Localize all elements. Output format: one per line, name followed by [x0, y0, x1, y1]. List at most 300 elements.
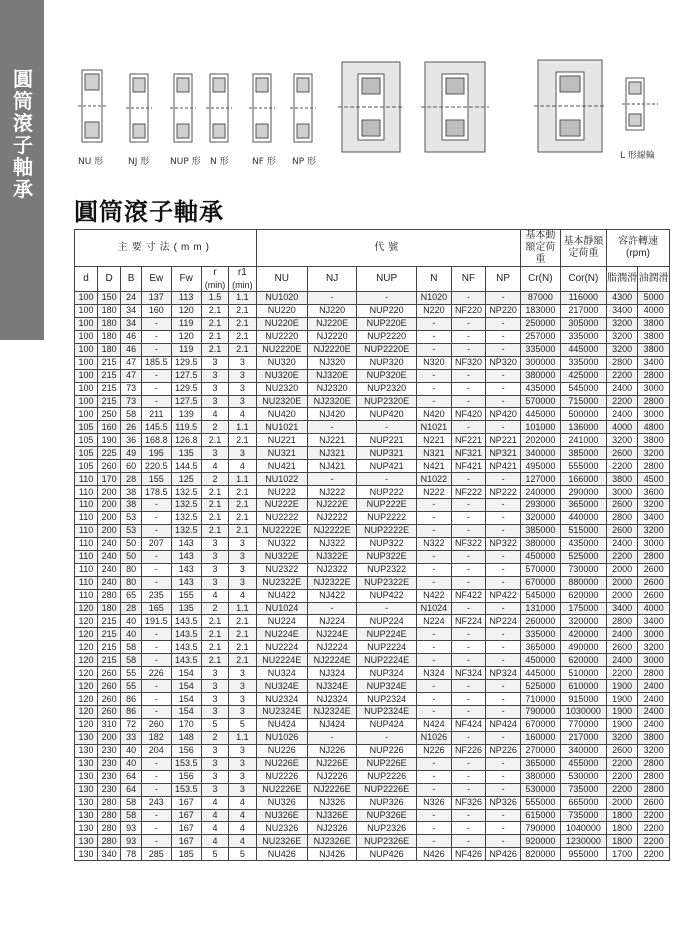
table-cell: 4000 — [638, 304, 670, 317]
table-cell: - — [451, 550, 486, 563]
table-cell: NU2224E — [256, 654, 307, 667]
table-cell: NP426 — [486, 848, 521, 861]
table-cell: 215 — [98, 382, 121, 395]
table-cell: 230 — [98, 744, 121, 757]
table-cell: - — [486, 835, 521, 848]
table-cell: 26 — [121, 421, 142, 434]
table-cell: - — [307, 473, 356, 486]
table-cell: NP222 — [486, 486, 521, 499]
table-row — [75, 524, 670, 537]
table-cell: 116000 — [560, 292, 606, 305]
table-cell: 285 — [142, 848, 171, 861]
table-cell: 132.5 — [171, 499, 201, 512]
table-cell: 610000 — [560, 680, 606, 693]
table-cell: NJ326E — [307, 809, 356, 822]
table-cell: - — [417, 641, 452, 654]
table-cell: - — [486, 770, 521, 783]
table-cell: 4 — [229, 835, 256, 848]
table-cell: 145.5 — [142, 421, 171, 434]
table-cell: - — [451, 499, 486, 512]
np-type-label: NP 形 — [292, 157, 317, 167]
table-cell: 150 — [98, 292, 121, 305]
table-cell: 113 — [171, 292, 201, 305]
table-cell: - — [451, 693, 486, 706]
table-cell: NJ2322 — [307, 563, 356, 576]
table-cell: 144.5 — [171, 460, 201, 473]
table-cell: 132.5 — [171, 486, 201, 499]
table-cell: - — [451, 292, 486, 305]
table-cell: NU1026 — [256, 731, 307, 744]
table-cell: 143 — [171, 537, 201, 550]
table-cell: 153.5 — [171, 783, 201, 796]
table-cell: 440000 — [560, 511, 606, 524]
table-cell: NP322 — [486, 537, 521, 550]
table-cell: NU2220E — [256, 343, 307, 356]
table-cell: NUP220 — [357, 304, 417, 317]
table-cell: 3000 — [606, 486, 637, 499]
table-row — [75, 602, 670, 615]
table-cell: NU421 — [256, 460, 307, 473]
table-cell: 136000 — [560, 421, 606, 434]
table-cell: NU2322 — [256, 563, 307, 576]
table-row — [75, 641, 670, 654]
col-d: d — [75, 267, 98, 292]
table-cell: 340000 — [560, 744, 606, 757]
table-cell: 53 — [121, 524, 142, 537]
table-cell: 4 — [229, 809, 256, 822]
table-cell: 120 — [75, 706, 98, 719]
table-cell: 515000 — [560, 524, 606, 537]
table-row — [75, 589, 670, 602]
table-cell: 129.5 — [171, 382, 201, 395]
page-title: 圓筒滾子軸承 — [74, 198, 224, 226]
table-cell: 3800 — [638, 434, 670, 447]
table-cell: - — [486, 757, 521, 770]
table-cell: 47 — [121, 369, 142, 382]
table-cell: 2600 — [638, 589, 670, 602]
table-cell: 920000 — [520, 835, 560, 848]
table-cell: NF420 — [451, 408, 486, 421]
table-cell: - — [142, 563, 171, 576]
table-cell: 130 — [75, 757, 98, 770]
table-cell: 5000 — [638, 292, 670, 305]
table-row — [75, 667, 670, 680]
table-cell: 46 — [121, 343, 142, 356]
table-cell: 100 — [75, 292, 98, 305]
table-cell: 620000 — [560, 654, 606, 667]
table-cell: 28 — [121, 602, 142, 615]
table-cell: NU226E — [256, 757, 307, 770]
table-cell: NUP2220E — [357, 343, 417, 356]
l-ring-icon — [622, 78, 658, 130]
table-cell: 1.1 — [229, 292, 256, 305]
table-cell: 100 — [75, 408, 98, 421]
table-cell: NU324 — [256, 667, 307, 680]
table-cell: 2200 — [606, 550, 637, 563]
chapter-title-char: 承 — [13, 177, 33, 201]
col-N: N — [417, 267, 452, 292]
table-cell: 4 — [201, 796, 228, 809]
table-cell: - — [486, 473, 521, 486]
table-cell: - — [451, 731, 486, 744]
table-cell: 130 — [75, 835, 98, 848]
table-cell: 110 — [75, 486, 98, 499]
table-cell: 58 — [121, 641, 142, 654]
table-cell: NU326 — [256, 796, 307, 809]
table-cell: NU324E — [256, 680, 307, 693]
table-cell: 4 — [201, 589, 228, 602]
table-cell: - — [417, 330, 452, 343]
col-r1-min: (min) — [232, 280, 253, 290]
table-cell: 240000 — [520, 486, 560, 499]
table-cell: 2200 — [638, 809, 670, 822]
table-row — [75, 693, 670, 706]
table-cell: 131000 — [520, 602, 560, 615]
table-cell: NU2226 — [256, 770, 307, 783]
table-cell: 5 — [229, 848, 256, 861]
table-cell: 127.5 — [171, 369, 201, 382]
table-cell: - — [417, 576, 452, 589]
table-cell: - — [417, 550, 452, 563]
table-cell: 530000 — [520, 783, 560, 796]
table-cell: NU424 — [256, 718, 307, 731]
table-cell: 2.1 — [201, 317, 228, 330]
table-cell: 100 — [75, 343, 98, 356]
table-cell: 240 — [98, 537, 121, 550]
table-cell: 110 — [75, 563, 98, 576]
table-cell: 3 — [201, 706, 228, 719]
table-cell: - — [451, 783, 486, 796]
table-cell: 2.1 — [201, 330, 228, 343]
chapter-title-char: 軸 — [13, 155, 33, 179]
table-cell: 820000 — [520, 848, 560, 861]
table-cell: 2400 — [606, 408, 637, 421]
table-cell: NF320 — [451, 356, 486, 369]
table-cell: - — [142, 576, 171, 589]
table-cell: 40 — [121, 615, 142, 628]
table-cell: NJ2224E — [307, 654, 356, 667]
col-D: D — [98, 267, 121, 292]
table-row — [75, 809, 670, 822]
mounting-1-icon — [338, 62, 404, 152]
table-row — [75, 395, 670, 408]
np-bearing-icon — [290, 74, 316, 142]
table-cell: 2600 — [638, 576, 670, 589]
table-cell: 126.8 — [171, 434, 201, 447]
table-row — [75, 550, 670, 563]
table-cell: 420000 — [560, 628, 606, 641]
table-cell: 3200 — [638, 744, 670, 757]
table-cell: - — [417, 757, 452, 770]
table-cell: - — [417, 563, 452, 576]
table-cell: NUP326E — [357, 809, 417, 822]
table-row — [75, 796, 670, 809]
table-cell: 86 — [121, 706, 142, 719]
table-cell: 3800 — [638, 317, 670, 330]
table-cell: 2000 — [606, 796, 637, 809]
table-cell: NU422 — [256, 589, 307, 602]
table-cell: - — [417, 706, 452, 719]
table-cell: 2600 — [606, 447, 637, 460]
table-cell: - — [451, 511, 486, 524]
table-cell: 270000 — [520, 744, 560, 757]
table-cell: NUP2226E — [357, 783, 417, 796]
table-cell: 260 — [98, 680, 121, 693]
table-cell: 185 — [171, 848, 201, 861]
table-cell: NP226 — [486, 744, 521, 757]
table-cell: 34 — [121, 317, 142, 330]
table-cell: 3 — [201, 395, 228, 408]
table-cell: 3 — [229, 356, 256, 369]
table-cell: N320 — [417, 356, 452, 369]
table-cell: NU2320E — [256, 395, 307, 408]
table-cell: NF324 — [451, 667, 486, 680]
table-cell: 154 — [171, 693, 201, 706]
table-cell: 335000 — [520, 343, 560, 356]
table-cell: NU326E — [256, 809, 307, 822]
table-cell: 4 — [201, 809, 228, 822]
table-cell: 204 — [142, 744, 171, 757]
table-cell: 191.5 — [142, 615, 171, 628]
table-cell: 2.1 — [229, 317, 256, 330]
table-cell: NU1020 — [256, 292, 307, 305]
table-cell: 2.1 — [201, 641, 228, 654]
table-cell: 1900 — [606, 693, 637, 706]
table-cell: 73 — [121, 382, 142, 395]
table-cell: - — [142, 809, 171, 822]
nup-bearing-icon — [170, 74, 196, 142]
table-cell: 38 — [121, 499, 142, 512]
table-cell: 3 — [201, 744, 228, 757]
table-cell: 130 — [75, 848, 98, 861]
table-cell: 230 — [98, 783, 121, 796]
table-cell: 2400 — [606, 654, 637, 667]
table-cell: 185.5 — [142, 356, 171, 369]
table-row — [75, 731, 670, 744]
table-cell: 165 — [142, 602, 171, 615]
table-cell: 110 — [75, 576, 98, 589]
table-cell: 143 — [171, 576, 201, 589]
table-cell: 4 — [201, 460, 228, 473]
table-cell: 1040000 — [560, 822, 606, 835]
table-cell: 2.1 — [201, 628, 228, 641]
table-cell: 64 — [121, 770, 142, 783]
table-cell: NF321 — [451, 447, 486, 460]
table-cell: 200 — [98, 499, 121, 512]
table-cell: 3 — [201, 356, 228, 369]
table-cell: - — [486, 343, 521, 356]
table-cell: 3 — [201, 563, 228, 576]
table-cell: N322 — [417, 537, 452, 550]
table-cell: 2200 — [638, 835, 670, 848]
table-cell: - — [357, 602, 417, 615]
bearing-diagrams-svg — [60, 52, 680, 172]
table-cell: 120 — [75, 680, 98, 693]
col-r — [201, 267, 228, 292]
table-cell: 4 — [229, 796, 256, 809]
table-cell: 2.1 — [229, 434, 256, 447]
table-cell: 525000 — [520, 680, 560, 693]
table-cell: 49 — [121, 447, 142, 460]
table-cell: 3 — [229, 563, 256, 576]
table-cell: NJ422 — [307, 589, 356, 602]
table-cell: 155 — [171, 589, 201, 602]
table-row — [75, 447, 670, 460]
table-cell: 125 — [171, 473, 201, 486]
table-cell: - — [142, 524, 171, 537]
table-cell: 170 — [98, 473, 121, 486]
table-cell: 58 — [121, 408, 142, 421]
table-cell: 64 — [121, 783, 142, 796]
table-cell: NU2226E — [256, 783, 307, 796]
table-cell: 50 — [121, 550, 142, 563]
table-cell: - — [357, 473, 417, 486]
table-cell: - — [451, 524, 486, 537]
table-cell: 3 — [229, 693, 256, 706]
table-cell: 4 — [229, 408, 256, 421]
table-cell: 2400 — [638, 693, 670, 706]
table-cell: 250 — [98, 408, 121, 421]
table-cell: - — [417, 822, 452, 835]
table-cell: NU2326 — [256, 822, 307, 835]
table-cell: 3 — [229, 395, 256, 408]
table-cell: 615000 — [520, 809, 560, 822]
table-cell: 130 — [75, 770, 98, 783]
table-cell: NP326 — [486, 796, 521, 809]
table-cell: - — [451, 770, 486, 783]
table-cell: 2600 — [606, 524, 637, 537]
table-cell: NP422 — [486, 589, 521, 602]
table-cell: - — [142, 511, 171, 524]
table-cell: NU1022 — [256, 473, 307, 486]
table-cell: NP224 — [486, 615, 521, 628]
table-cell: 160 — [142, 304, 171, 317]
table-cell: 2.1 — [229, 343, 256, 356]
table-cell: NF226 — [451, 744, 486, 757]
table-cell: 110 — [75, 511, 98, 524]
table-cell: - — [357, 421, 417, 434]
table-cell: 28 — [121, 473, 142, 486]
table-cell: 570000 — [520, 563, 560, 576]
table-cell: 3200 — [606, 434, 637, 447]
table-cell: 1700 — [606, 848, 637, 861]
table-cell: 2800 — [638, 395, 670, 408]
table-cell: NUP2220 — [357, 330, 417, 343]
table-cell: 225 — [98, 447, 121, 460]
table-cell: 500000 — [560, 408, 606, 421]
codes-header: 代號 — [256, 230, 520, 267]
nj-bearing-icon — [126, 74, 152, 142]
table-cell: 525000 — [560, 550, 606, 563]
table-cell: 555000 — [560, 460, 606, 473]
nf-type-label: NF 形 — [252, 157, 276, 167]
table-cell: 87000 — [520, 292, 560, 305]
table-cell: - — [142, 706, 171, 719]
table-cell: - — [307, 292, 356, 305]
table-cell: NU2324 — [256, 693, 307, 706]
table-cell: NU2320 — [256, 382, 307, 395]
table-row — [75, 382, 670, 395]
table-cell: 2.1 — [229, 511, 256, 524]
table-cell: 257000 — [520, 330, 560, 343]
table-cell: NJ2220E — [307, 343, 356, 356]
table-cell: 320000 — [520, 511, 560, 524]
table-cell: 2400 — [606, 537, 637, 550]
table-cell: NF422 — [451, 589, 486, 602]
chapter-title-char: 圓 — [13, 67, 33, 91]
table-row — [75, 563, 670, 576]
table-cell: 2.1 — [229, 654, 256, 667]
table-cell: 5 — [229, 718, 256, 731]
table-cell: NU220E — [256, 317, 307, 330]
table-cell: - — [486, 602, 521, 615]
table-cell: 132.5 — [171, 511, 201, 524]
table-cell: NU420 — [256, 408, 307, 421]
table-cell: NUP420 — [357, 408, 417, 421]
table-cell: NUP2226 — [357, 770, 417, 783]
table-cell: - — [451, 576, 486, 589]
table-cell: 335000 — [560, 330, 606, 343]
table-cell: 260 — [142, 718, 171, 731]
table-cell: - — [142, 770, 171, 783]
table-cell: 2800 — [638, 757, 670, 770]
table-cell: N1022 — [417, 473, 452, 486]
table-cell: NU2324E — [256, 706, 307, 719]
table-cell: - — [486, 395, 521, 408]
table-cell: 730000 — [560, 563, 606, 576]
table-cell: NJ2224 — [307, 641, 356, 654]
table-cell: 120 — [75, 654, 98, 667]
table-cell: 3 — [229, 770, 256, 783]
table-cell: - — [451, 369, 486, 382]
table-cell: 100 — [75, 369, 98, 382]
table-cell: 139 — [171, 408, 201, 421]
table-cell: - — [451, 563, 486, 576]
table-cell: 290000 — [560, 486, 606, 499]
table-cell: NUP2326E — [357, 835, 417, 848]
table-cell: 3000 — [638, 628, 670, 641]
table-cell: 80 — [121, 563, 142, 576]
table-cell: N1026 — [417, 731, 452, 744]
table-cell: 790000 — [520, 822, 560, 835]
table-cell: 143.5 — [171, 628, 201, 641]
table-cell: - — [307, 421, 356, 434]
table-cell: 154 — [171, 706, 201, 719]
table-cell: 3 — [201, 693, 228, 706]
table-cell: 2800 — [606, 615, 637, 628]
table-cell: - — [417, 395, 452, 408]
table-cell: 2 — [201, 473, 228, 486]
table-cell: - — [142, 654, 171, 667]
table-cell: NU2222E — [256, 524, 307, 537]
table-cell: 215 — [98, 615, 121, 628]
table-cell: 156 — [171, 744, 201, 757]
table-cell: 120 — [75, 641, 98, 654]
table-cell: NJ2324E — [307, 706, 356, 719]
table-cell: - — [486, 499, 521, 512]
table-cell: 38 — [121, 486, 142, 499]
table-cell: 3200 — [638, 641, 670, 654]
table-cell: 119 — [171, 317, 201, 330]
table-cell: - — [142, 550, 171, 563]
table-row — [75, 369, 670, 382]
col-NJ: NJ — [307, 267, 356, 292]
table-cell: NJ224E — [307, 628, 356, 641]
table-cell: NJ2324 — [307, 693, 356, 706]
table-cell: 4000 — [606, 421, 637, 434]
table-cell: 2.1 — [201, 511, 228, 524]
table-cell: 46 — [121, 330, 142, 343]
